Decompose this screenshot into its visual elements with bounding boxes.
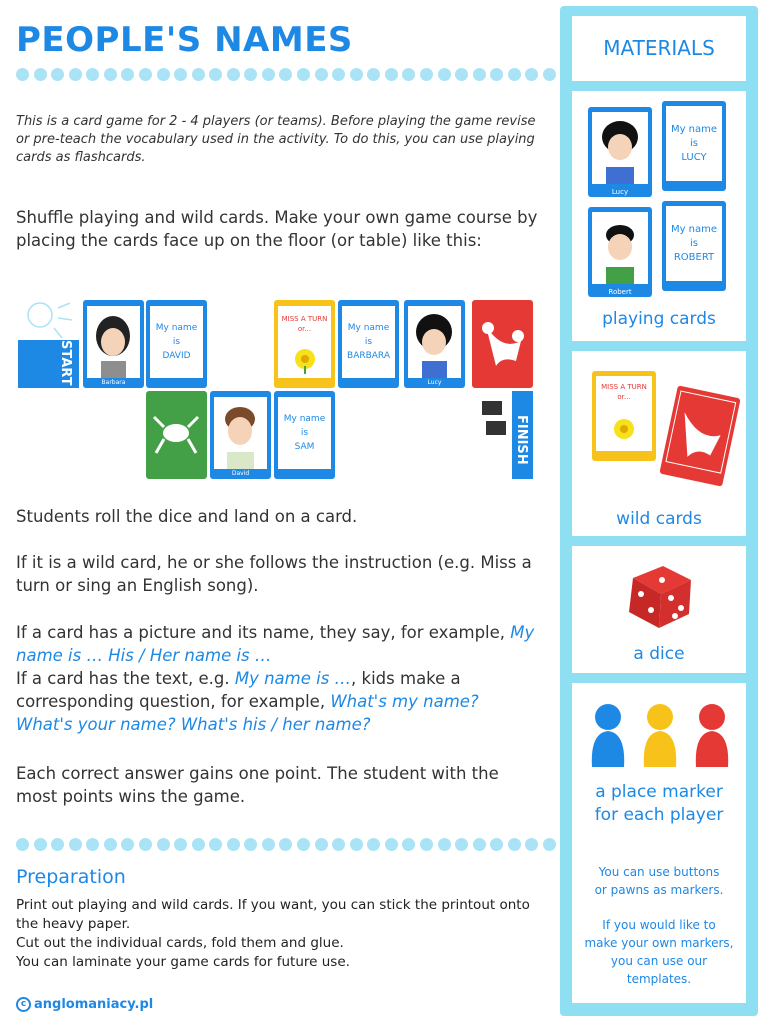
marker-label: a place marker for each player [594, 782, 724, 825]
dice-icon [619, 558, 699, 633]
marker-note-templates: If you would like to make your own markers, you can use our templates. [584, 918, 734, 986]
markers-box [572, 683, 746, 1003]
playing-cards-label: playing cards [602, 309, 716, 329]
lucy-text-card: My name is LUCY [662, 101, 726, 191]
playing-cards-box [572, 91, 746, 341]
materials-heading-box: MATERIALS [572, 16, 746, 81]
footer-link[interactable]: c anglomaniacy.pl [16, 997, 153, 1012]
paragraph-roll: Students roll the dice and land on a card. [16, 507, 358, 526]
game-course [18, 300, 538, 480]
card-david-text: My name is DAVID [146, 300, 207, 388]
paragraph-wild: If it is a wild card, he or she follows the instruction (e.g. Miss a turn or sing an English song). [16, 553, 532, 595]
lobster-icon [476, 306, 529, 378]
intro-text: This is a card game for 2 - 4 players (or teams). Before playing the game revise or pre-teach the vocabulary used in the activity. To do this, you can use playing cards as flashcards. [16, 114, 536, 165]
girl-portrait-icon [408, 306, 461, 378]
wild-cards-box [572, 351, 746, 536]
pawn-markers-icon [580, 695, 740, 775]
start-card [18, 300, 79, 388]
girl-portrait-icon [87, 306, 140, 378]
lucy-picture-card: Lucy [588, 107, 652, 197]
finish-label: FINISH [514, 415, 529, 465]
preparation-title: Preparation [16, 866, 126, 888]
materials-sidebar [560, 6, 758, 1016]
robert-text-card: My name is ROBERT [662, 201, 726, 291]
paragraph-picture: If a card has a picture and its name, they say, for example, My name is … His / Her name is … [16, 623, 535, 665]
page-title: PEOPLE'S NAMES [16, 20, 353, 60]
boy-portrait-icon [214, 397, 267, 469]
card-lucy-picture: Lucy [404, 300, 465, 388]
finish-card [472, 391, 533, 479]
wild-card-lobster [472, 300, 533, 388]
copyright-icon: c [16, 997, 31, 1012]
wild-card-miss-turn: MISS A TURN or... [274, 300, 335, 388]
dotted-divider [16, 68, 556, 82]
lobster-card [659, 385, 740, 486]
flower-icon [290, 344, 320, 374]
start-label: START [58, 340, 73, 386]
card-david-picture: David [210, 391, 271, 479]
card-barbara-text: My name is BARBARA [338, 300, 399, 388]
shuffle-text: Shuffle playing and wild cards. Make your own game course by placing the cards face up on the floor (or table) like this: [16, 208, 538, 250]
paragraph-points: Each correct answer gains one point. The student with the most points wins the game. [16, 764, 499, 806]
wild-card-frog [146, 391, 207, 479]
dice-box [572, 546, 746, 673]
miss-turn-card: MISS A TURN or... [592, 371, 656, 461]
card-sam-text: My name is SAM [274, 391, 335, 479]
wild-cards-label: wild cards [616, 509, 702, 529]
robert-picture-card: Robert [588, 207, 652, 297]
lobster-icon [659, 385, 740, 486]
paragraph-text: If a card has the text, e.g. My name is …, kids make a corresponding question, for example, What's my name? What's your name? What's his / her name? [16, 669, 479, 734]
dotted-divider [16, 838, 556, 852]
card-barbara-picture: Barbara [83, 300, 144, 388]
dice-label: a dice [633, 644, 685, 664]
marker-note-buttons: You can use buttons or pawns as markers. [594, 865, 724, 897]
preparation-text: Print out playing and wild cards. If you want, you can stick the printout onto the heavy paper. Cut out the individual cards, fold them and glue. You can laminate your game cards for future use. [16, 897, 530, 970]
frog-icon [150, 397, 203, 469]
flower-icon [609, 414, 639, 444]
